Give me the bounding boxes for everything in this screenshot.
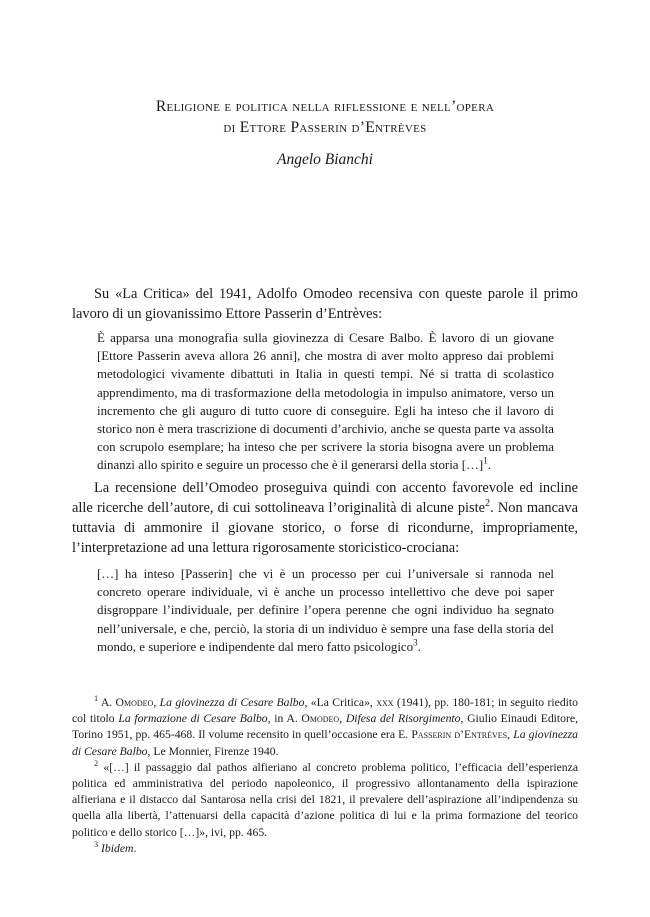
fn1-author: Passerin d’Entrèves xyxy=(411,728,508,742)
paragraph-2-text-b: . Non mancava tuttavia di ammonire il giovane storico, o forse di ricondurne, impropriamente, l’interpretazione ad una lettura rigorosamente storicistico-crociana: xyxy=(72,500,578,556)
fn1-text: , xyxy=(153,696,160,709)
article-title xyxy=(70,96,580,138)
fn2-text: «[…] il passaggio dal pathos alfieriano al concreto problema politico, l’efficacia dell’esperienza politica ed amministrativa del periodo napoleonico, il progressivo allontanamento della ispirazione alfieriana e il distacco dal Santarosa nella crisi del 1821, il prevalere dell’aspirazione all’indipendenza su quella alla libertà, l’attenuarsi della capacità d’azione politica di lui e la prima formazione del teorico politico e dello storico […]», ivi, pp. 465. xyxy=(72,760,579,839)
fn1-book-title: La giovinezza di Cesare Balbo xyxy=(72,728,579,758)
body-paragraph-1 xyxy=(72,284,578,324)
title-line-1: Religione e politica nella riflessione e nell’opera xyxy=(155,98,495,115)
fn1-book-title: Difesa del Risorgimento xyxy=(345,712,461,726)
footnote-3 xyxy=(72,841,578,857)
footnote-ref-2[interactable]: 2 xyxy=(485,498,491,510)
quote-1-text: È apparsa una monografia sulla giovinezza di Cesare Balbo. È lavoro di un giovane [Ettore Passerin aveva allora 26 anni], che mostra di aver molto appreso dai problemi metodologici vivamente dibattuti in Italia in questi tempi. Né si tratta di scolastico apprendimento, ma di trasformazione della metodologia in impulso animatore, verso un incremento che gli auguro di tutto cuore di conseguire. Egli ha inteso che il lavoro di storico non è mera trascrizione di documenti d’archivio, anche se questa parte va assolta con scrupolo esemplare; ha inteso che per scrivere la storia bisogna avere un problema dinanzi allo spirito e seguire un processo che è il generarsi della storia […] xyxy=(97,331,554,473)
footnotes xyxy=(72,695,578,857)
fn1-text: , Le Monnier, Firenze 1940. xyxy=(147,744,279,758)
fn1-text: , Giulio Einaudi Editore, Torino 1951, pp. 465-468. Il volume recensito in quell’occasione era E. xyxy=(72,712,579,742)
fn1-text: , in A. xyxy=(267,712,302,726)
fn1-author: Omodeo xyxy=(301,712,340,726)
footnote-ref-1[interactable]: 1 xyxy=(483,456,488,467)
fn1-text: (1941), pp. 180-181; in seguito riedito col titolo xyxy=(72,696,578,726)
fn1-text: , «La Critica», xyxy=(304,696,377,709)
fn1-author: Omodeo xyxy=(115,696,154,709)
footnote-2-number: 2 xyxy=(94,758,99,768)
fn1-volume: xxx xyxy=(376,696,394,709)
fn3-end: . xyxy=(133,841,137,855)
footnote-ref-3[interactable]: 3 xyxy=(413,637,418,648)
quote-2-text: […] ha inteso [Passerin] che vi è un processo per cui l’universale si rannoda nel concreto operare individuale, vi è anche un processo intellettivo che deve poi saper disgroppare l’individuale, per definire l’opera perenne che ogni individuo ha segnato nell’universale, e che, perciò, la storia di un individuo è sempre una fase della storia del mondo, e superiore e indipendente dal mero fatto psicologico xyxy=(97,567,554,654)
footnote-1-number: 1 xyxy=(94,694,99,704)
fn1-text: , xyxy=(507,728,514,742)
author-name: Angelo Bianchi xyxy=(277,151,373,168)
paragraph-2-text-a: La recensione dell’Omodeo proseguiva quindi con accento favorevole ed incline alle ricerche dell’autore, di cui sottolineava l’originalità di alcune piste xyxy=(72,480,578,516)
footnote-2 xyxy=(72,760,578,841)
fn1-book-title: La formazione di Cesare Balbo xyxy=(118,712,268,726)
block-quote-1: È apparsa una monografia sulla giovinezza di Cesare Balbo. È lavoro di un giovane [Ettore Passerin aveva allora 26 anni], che mostra di aver molto appreso dai problemi metodologici vivamente dibattuti in Italia in questi tempi. Né si tratta di scolastico apprendimento, ma di trasformazione della metodologia in impulso animatore, verso un incremento che gli auguro di tutto cuore di conseguire. Egli ha inteso che il lavoro di storico non è mera trascrizione di documenti d’archivio, anche se questa parte va assolta con scrupolo esemplare; ha inteso che per scrivere la storia bisogna avere un problema dinanzi allo spirito e seguire un processo che è il generarsi della storia […]$^1$. xyxy=(97,331,554,473)
fn1-text: , xyxy=(339,712,346,726)
fn1-book-title: La giovinezza di Cesare Balbo xyxy=(159,696,305,709)
fn1-text: A. xyxy=(100,696,116,709)
body-paragraph-2 xyxy=(72,478,578,558)
block-quote-2: […] ha inteso [Passerin] che vi è un processo per cui l’universale si rannoda nel concreto operare individuale, vi è anche un processo intellettivo che deve poi saper disgroppare l’individuale, per definire l’opera perenne che ogni individuo ha segnato nell’universale, e che, perciò, la storia di un individuo è sempre una fase della storia del mondo, e superiore e indipendente dal mero fatto psicologico$^3$. xyxy=(97,567,554,654)
footnote-1 xyxy=(72,695,578,760)
paragraph-1-text: Su «La Critica» del 1941, Adolfo Omodeo recensiva con queste parole il primo lavoro di un giovanissimo Ettore Passerin d’Entrèves: xyxy=(72,286,578,322)
footnote-3-number: 3 xyxy=(94,839,99,849)
title-line-2: di Ettore Passerin d’Entrèves xyxy=(223,119,427,136)
fn3-ibidem: Ibidem xyxy=(101,841,134,855)
